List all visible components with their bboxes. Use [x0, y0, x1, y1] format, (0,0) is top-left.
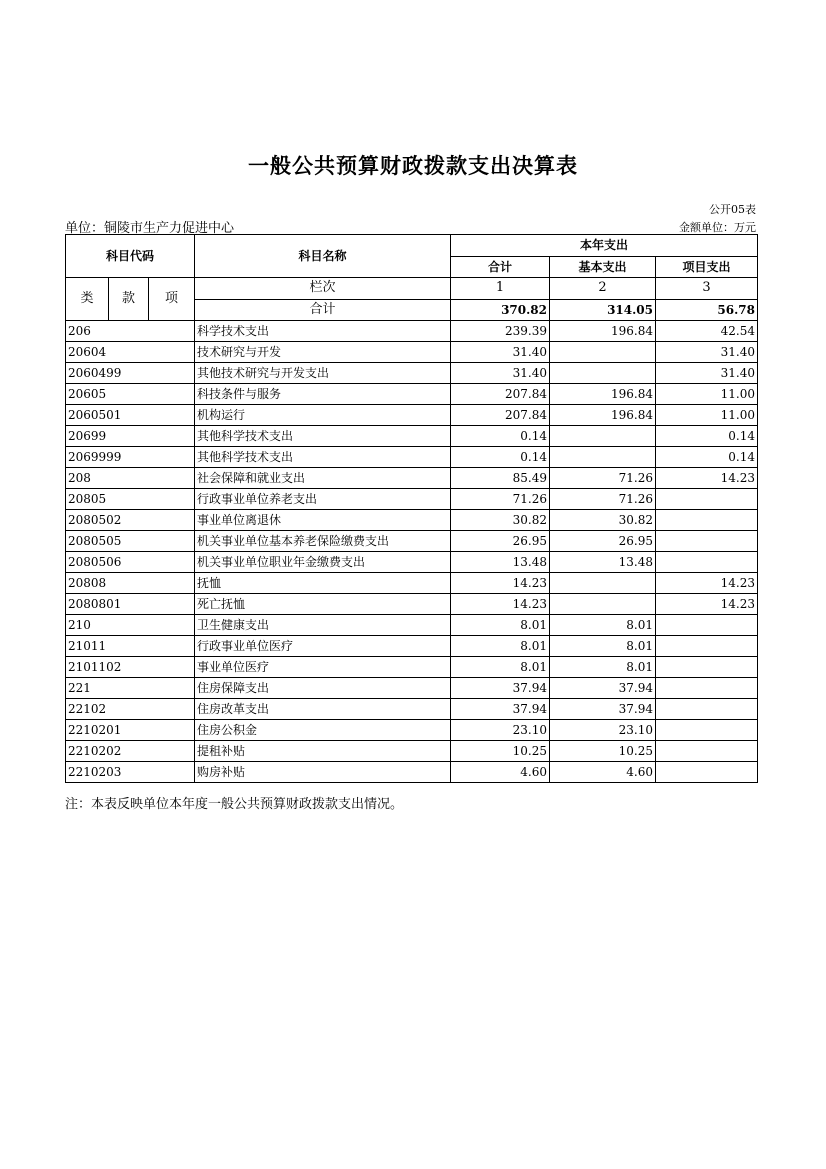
basic-value: 13.48: [550, 552, 656, 573]
current-year-header: 本年支出: [451, 235, 758, 257]
subject-name: 住房公积金: [195, 720, 451, 741]
project-value: [656, 762, 758, 783]
total-value: 8.01: [451, 636, 550, 657]
project-value: 0.14: [656, 447, 758, 468]
subject-name: 科技条件与服务: [195, 384, 451, 405]
basic-value: 4.60: [550, 762, 656, 783]
subject-code: 20808: [66, 573, 195, 594]
basic-value: 37.94: [550, 678, 656, 699]
subject-code-header: 科目代码: [66, 235, 195, 278]
total-value: 23.10: [451, 720, 550, 741]
project-value: 31.40: [656, 342, 758, 363]
total-value: 14.23: [451, 573, 550, 594]
project-value: 31.40: [656, 363, 758, 384]
basic-value: [550, 342, 656, 363]
basic-value: 30.82: [550, 510, 656, 531]
total-value: 85.49: [451, 468, 550, 489]
subject-name: 机关事业单位基本养老保险缴费支出: [195, 531, 451, 552]
project-value: [656, 531, 758, 552]
subject-code: 2101102: [66, 657, 195, 678]
subject-code: 2210201: [66, 720, 195, 741]
subject-code: 20605: [66, 384, 195, 405]
basic-value: 8.01: [550, 657, 656, 678]
project-value: [656, 699, 758, 720]
project-value: 14.23: [656, 573, 758, 594]
table-row: [66, 594, 758, 615]
subject-code: 20699: [66, 426, 195, 447]
total-value: 4.60: [451, 762, 550, 783]
basic-value: 8.01: [550, 636, 656, 657]
project-value: [656, 678, 758, 699]
total-value: 0.14: [451, 447, 550, 468]
project-value: 11.00: [656, 384, 758, 405]
project-value: 14.23: [656, 594, 758, 615]
total-value: 207.84: [451, 405, 550, 426]
subject-name: 住房保障支出: [195, 678, 451, 699]
subject-code: 22102: [66, 699, 195, 720]
grand-total-total: 370.82: [451, 299, 550, 321]
basic-value: [550, 447, 656, 468]
header-row-1: [66, 235, 758, 257]
basic-value: 196.84: [550, 384, 656, 405]
table-row: [66, 531, 758, 552]
table-row: [66, 762, 758, 783]
subject-code: 20805: [66, 489, 195, 510]
table-row: [66, 489, 758, 510]
subject-name: 其他技术研究与开发支出: [195, 363, 451, 384]
total-value: 71.26: [451, 489, 550, 510]
basic-value: 196.84: [550, 405, 656, 426]
project-value: [656, 741, 758, 762]
subject-code: 2080506: [66, 552, 195, 573]
basic-value: [550, 594, 656, 615]
basic-value: 37.94: [550, 699, 656, 720]
basic-header: 基本支出: [550, 256, 656, 278]
table-row: [66, 741, 758, 762]
subject-name: 其他科学技术支出: [195, 447, 451, 468]
subject-name: 科学技术支出: [195, 321, 451, 342]
column-index-2: 2: [550, 278, 656, 300]
table-row: [66, 699, 758, 720]
table-row: [66, 510, 758, 531]
table-row: [66, 468, 758, 489]
subject-name: 社会保障和就业支出: [195, 468, 451, 489]
amount-unit: 金额单位：万元: [679, 221, 756, 234]
table-row: [66, 657, 758, 678]
subject-name: 机构运行: [195, 405, 451, 426]
table-row: [66, 573, 758, 594]
basic-value: [550, 426, 656, 447]
subject-code: 2210203: [66, 762, 195, 783]
table-row: [66, 342, 758, 363]
page-title: 一般公共预算财政拨款支出决算表: [248, 154, 578, 178]
total-value: 31.40: [451, 363, 550, 384]
grand-total-basic: 314.05: [550, 299, 656, 321]
grand-total-project: 56.78: [656, 299, 758, 321]
project-value: [656, 510, 758, 531]
table-row: [66, 552, 758, 573]
kuan-header: 款: [109, 278, 149, 321]
basic-value: 8.01: [550, 615, 656, 636]
column-index-1: 1: [451, 278, 550, 300]
total-value: 10.25: [451, 741, 550, 762]
subject-name: 其他科学技术支出: [195, 426, 451, 447]
subject-name: 事业单位离退休: [195, 510, 451, 531]
project-value: 42.54: [656, 321, 758, 342]
column-index-3: 3: [656, 278, 758, 300]
form-number: 公开05表: [709, 203, 756, 216]
project-value: [656, 720, 758, 741]
total-value: 8.01: [451, 615, 550, 636]
project-value: [656, 489, 758, 510]
subject-code: 2210202: [66, 741, 195, 762]
project-header: 项目支出: [656, 256, 758, 278]
total-value: 31.40: [451, 342, 550, 363]
subject-code: 20604: [66, 342, 195, 363]
total-value: 8.01: [451, 657, 550, 678]
basic-value: [550, 363, 656, 384]
subject-name: 卫生健康支出: [195, 615, 451, 636]
subject-code: 2080505: [66, 531, 195, 552]
table-row: [66, 720, 758, 741]
subject-code: 2080801: [66, 594, 195, 615]
subject-name: 行政事业单位养老支出: [195, 489, 451, 510]
subject-name: 机关事业单位职业年金缴费支出: [195, 552, 451, 573]
subject-name: 行政事业单位医疗: [195, 636, 451, 657]
table-row: [66, 384, 758, 405]
subject-name: 住房改革支出: [195, 699, 451, 720]
table-row: [66, 426, 758, 447]
subject-name: 死亡抚恤: [195, 594, 451, 615]
project-value: [656, 552, 758, 573]
total-header: 合计: [451, 256, 550, 278]
grand-total-label: 合计: [195, 299, 451, 321]
subject-code: 2060499: [66, 363, 195, 384]
project-value: [656, 615, 758, 636]
subject-code: 2069999: [66, 447, 195, 468]
subject-name-header: 科目名称: [195, 235, 451, 278]
subject-code: 221: [66, 678, 195, 699]
project-value: [656, 657, 758, 678]
project-value: 11.00: [656, 405, 758, 426]
project-value: [656, 636, 758, 657]
total-value: 26.95: [451, 531, 550, 552]
table-row: [66, 447, 758, 468]
subject-name: 购房补贴: [195, 762, 451, 783]
subject-code: 21011: [66, 636, 195, 657]
basic-value: 196.84: [550, 321, 656, 342]
subject-name: 技术研究与开发: [195, 342, 451, 363]
total-value: 37.94: [451, 699, 550, 720]
subject-code: 208: [66, 468, 195, 489]
subject-code: 210: [66, 615, 195, 636]
project-value: 0.14: [656, 426, 758, 447]
basic-value: 71.26: [550, 489, 656, 510]
total-value: 14.23: [451, 594, 550, 615]
basic-value: 10.25: [550, 741, 656, 762]
total-value: 37.94: [451, 678, 550, 699]
subject-name: 提租补贴: [195, 741, 451, 762]
table-row: [66, 321, 758, 342]
basic-value: 26.95: [550, 531, 656, 552]
header-row-3: [66, 278, 758, 300]
project-value: 14.23: [656, 468, 758, 489]
total-value: 30.82: [451, 510, 550, 531]
xiang-header: 项: [149, 278, 195, 321]
subject-code: 2060501: [66, 405, 195, 426]
subject-name: 事业单位医疗: [195, 657, 451, 678]
total-value: 239.39: [451, 321, 550, 342]
subject-code: 206: [66, 321, 195, 342]
basic-value: 71.26: [550, 468, 656, 489]
total-value: 0.14: [451, 426, 550, 447]
table-row: [66, 405, 758, 426]
lei-header: 类: [66, 278, 109, 321]
table-row: [66, 615, 758, 636]
subject-name: 抚恤: [195, 573, 451, 594]
total-value: 13.48: [451, 552, 550, 573]
table-row: [66, 363, 758, 384]
reporting-unit: 单位：铜陵市生产力促进中心: [65, 221, 235, 236]
column-index-label: 栏次: [195, 278, 451, 300]
basic-value: 23.10: [550, 720, 656, 741]
total-value: 207.84: [451, 384, 550, 405]
subject-code: 2080502: [66, 510, 195, 531]
footnote: 注：本表反映单位本年度一般公共预算财政拨款支出情况。: [65, 797, 404, 812]
table-row: [66, 678, 758, 699]
table-row: [66, 636, 758, 657]
basic-value: [550, 573, 656, 594]
expenditure-table: [65, 234, 758, 783]
